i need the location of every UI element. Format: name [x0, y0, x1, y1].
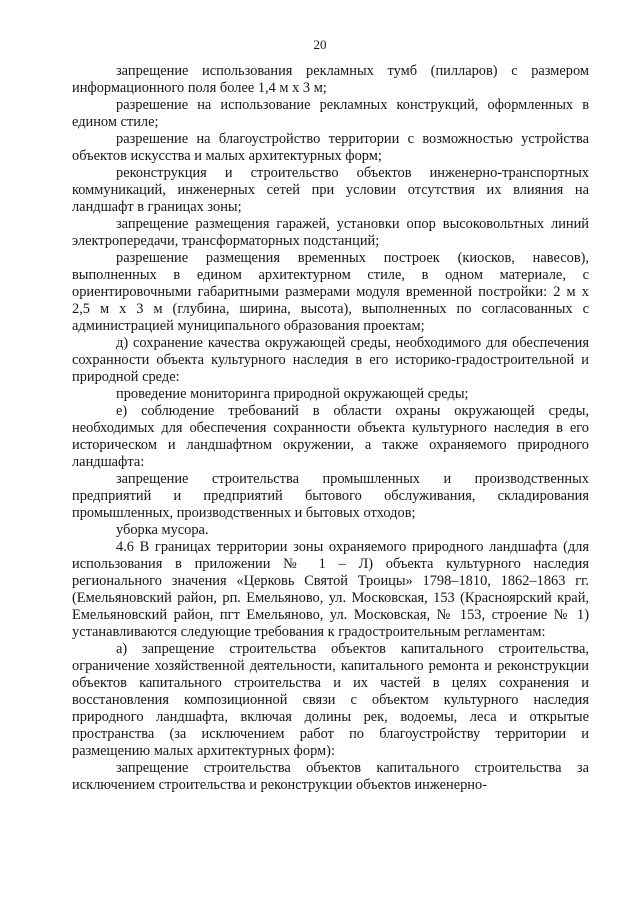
paragraph: разрешение на благоустройство территории с возможностью устройства объектов искусства и малых архитектурных форм; — [72, 131, 589, 164]
paragraph: д) сохранение качества окружающей среды, необходимого для обеспечения сохранности объекта культурного наследия в его историко-градостроительной и природной среде: — [72, 335, 589, 385]
page-number: 20 — [313, 37, 327, 52]
paragraph: разрешение на использование рекламных конструкций, оформленных в едином стиле; — [72, 97, 589, 130]
paragraph: уборка мусора. — [116, 522, 209, 538]
paragraph: 4.6 В границах территории зоны охраняемого природного ландшафта (для использования в приложении № 1 – Л) объекта культурного наследия регионального значения «Церковь Святой Троицы» 1798–1810, 1862–1863 гг. (Емельяновский район, рп. Емельяново, ул. Московская, 153 (Красноярский край, Емельяновский район, пгт Емельяново, ул. Московская, № 153, строение № 1) устанавливаются следующие требования к градостроительным регламентам: — [72, 539, 589, 640]
paragraph: запрещение размещения гаражей, установки опор высоковольтных линий электропередачи, трансформаторных подстанций; — [72, 216, 589, 249]
paragraph: проведение мониторинга природной окружающей среды; — [116, 386, 469, 402]
paragraph: разрешение размещения временных построек (киосков, навесов), выполненных в едином архитектурном стиле, в одном материале, с ориентировочными габаритными размерами модуля временной постройки: 2 м х 2,5 м х 3 м (глубина, ширина, высота), выполненных по согласованных с администрацией муниципального образования проектам; — [72, 250, 589, 334]
paragraph: реконструкция и строительство объектов инженерно-транспортных коммуникаций, инженерных сетей при условии отсутствия их влияния на ландшафт в границах зоны; — [72, 165, 589, 215]
paragraph: е) соблюдение требований в области охраны окружающей среды, необходимых для обеспечения сохранности объекта культурного наследия в его историческом и ландшафтном окружении, а также охраняемого природного ландшафта: — [72, 403, 589, 470]
document-body — [72, 63, 589, 794]
paragraph: запрещение использования рекламных тумб (пилларов) с размером информационного поля более 1,4 м х 3 м; — [72, 63, 589, 96]
paragraph: запрещение строительства промышленных и производственных предприятий и предприятий бытового обслуживания, складирования промышленных, производственных и бытовых отходов; — [72, 471, 589, 521]
paragraph: а) запрещение строительства объектов капитального строительства, ограничение хозяйственной деятельности, капитального ремонта и реконструкции объектов капитального строительства и их частей в целях сохранения и восстановления композиционной связи с объектом культурного наследия природного ландшафта, включая долины рек, водоемы, леса и открытые пространства (за исключением работ по благоустройству территории и размещению малых архитектурных форм): — [72, 641, 589, 759]
paragraph: запрещение строительства объектов капитального строительства за исключением строительства и реконструкции объектов инженерно- — [72, 760, 589, 793]
